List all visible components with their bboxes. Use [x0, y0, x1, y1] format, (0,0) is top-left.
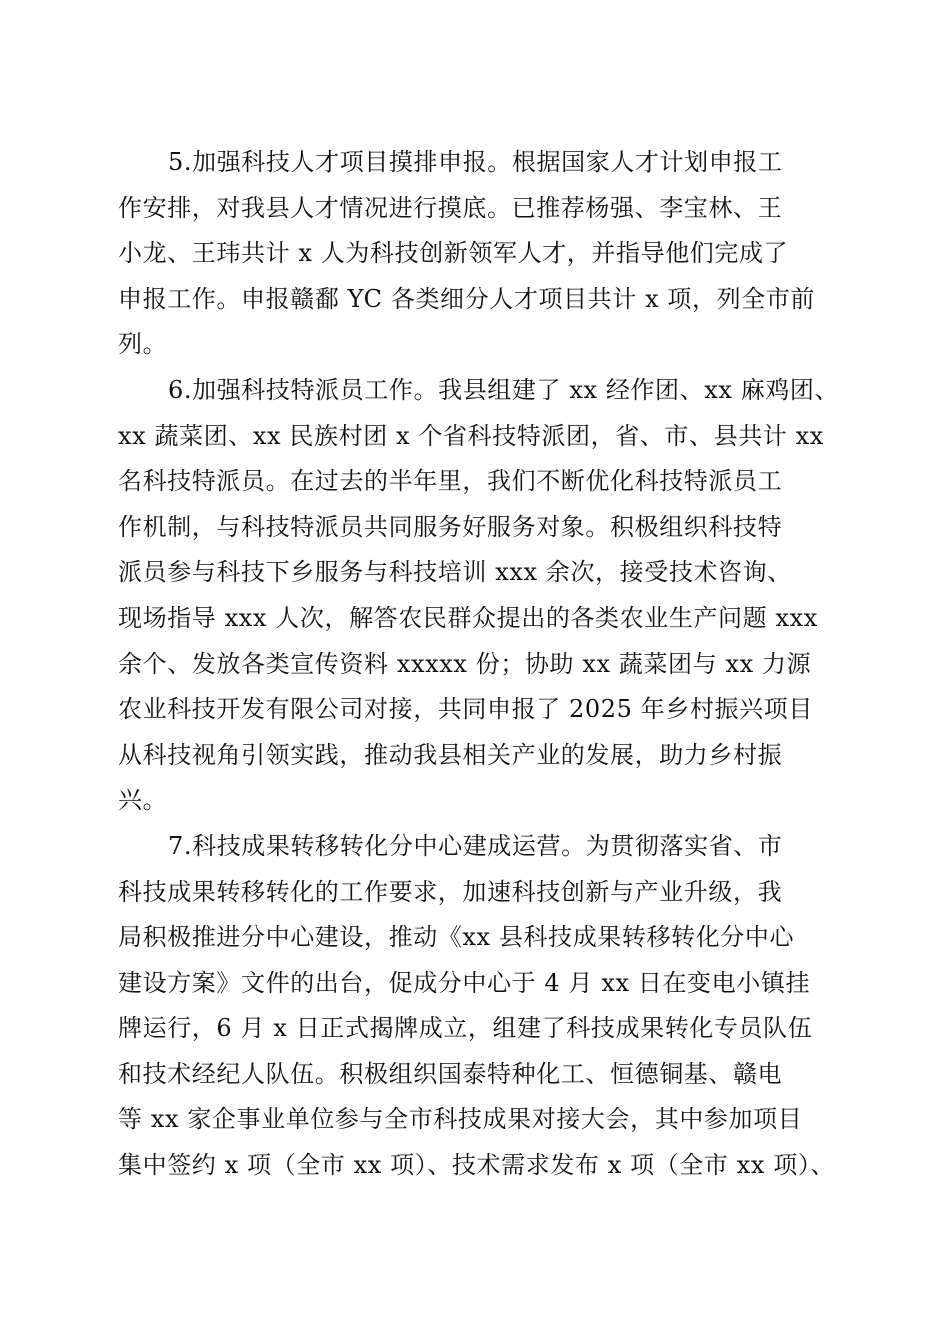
text-line: 申报工作。申报赣鄱 YC 各类细分人才项目共计 x 项，列全市前 [118, 284, 816, 313]
text-line: 7.科技成果转移转化分中心建成运营。为贯彻落实省、市 [168, 831, 783, 860]
text-line: 牌运行，6 月 x 日正式揭牌成立，组建了科技成果转化专员队伍 [118, 1014, 813, 1043]
text-line: 名科技特派员。在过去的半年里，我们不断优化科技特派员工 [118, 467, 783, 496]
text-line: 派员参与科技下乡服务与科技培训 xxx 余次，接受技术咨询、 [118, 558, 792, 587]
text-line: 小龙、王玮共计 x 人为科技创新领军人才，并指导他们完成了 [118, 239, 789, 268]
text-line: 作安排，对我县人才情况进行摸底。已推荐杨强、李宝林、王 [118, 193, 783, 222]
paragraph-talent-projects [118, 140, 858, 368]
text-line: 列。 [118, 330, 168, 359]
text-line: 兴。 [118, 786, 168, 815]
paragraph-special-commissioners [118, 368, 858, 824]
document-body [118, 140, 858, 1189]
text-line: 集中签约 x 项（全市 xx 项）、技术需求发布 x 项（全市 xx 项）、 [118, 1151, 836, 1180]
text-line: 从科技视角引领实践，推动我县相关产业的发展，助力乡村振 [118, 740, 783, 769]
text-line: 局积极推进分中心建设，推动《xx 县科技成果转移转化分中心 [118, 923, 795, 952]
text-line: 和技术经纪人队伍。积极组织国泰特种化工、恒德铜基、赣电 [118, 1059, 783, 1088]
text-line: 建设方案》文件的出台，促成分中心于 4 月 xx 日在变电小镇挂 [118, 968, 811, 997]
text-line: xx 蔬菜团、xx 民族村团 x 个省科技特派团，省、市、县共计 xx [118, 421, 824, 450]
text-line: 现场指导 xxx 人次，解答农民群众提出的各类农业生产问题 xxx [118, 603, 818, 632]
text-line: 余个、发放各类宣传资料 xxxxx 份；协助 xx 蔬菜团与 xx 力源 [118, 649, 812, 678]
text-line: 5.加强科技人才项目摸排申报。根据国家人才计划申报工 [168, 148, 783, 176]
text-line: 农业科技开发有限公司对接，共同申报了 2025 年乡村振兴项目 [118, 695, 813, 724]
text-line: 等 xx 家企事业单位参与全市科技成果对接大会，其中参加项目 [118, 1105, 803, 1134]
paragraph-tech-transfer-center [118, 824, 858, 1189]
text-line: 科技成果转移转化的工作要求，加速科技创新与产业升级，我 [118, 877, 783, 906]
text-line: 6.加强科技特派员工作。我县组建了 xx 经作团、xx 麻鸡团、 [168, 375, 840, 404]
text-line: 作机制，与科技特派员共同服务好服务对象。积极组织科技特 [118, 512, 783, 541]
